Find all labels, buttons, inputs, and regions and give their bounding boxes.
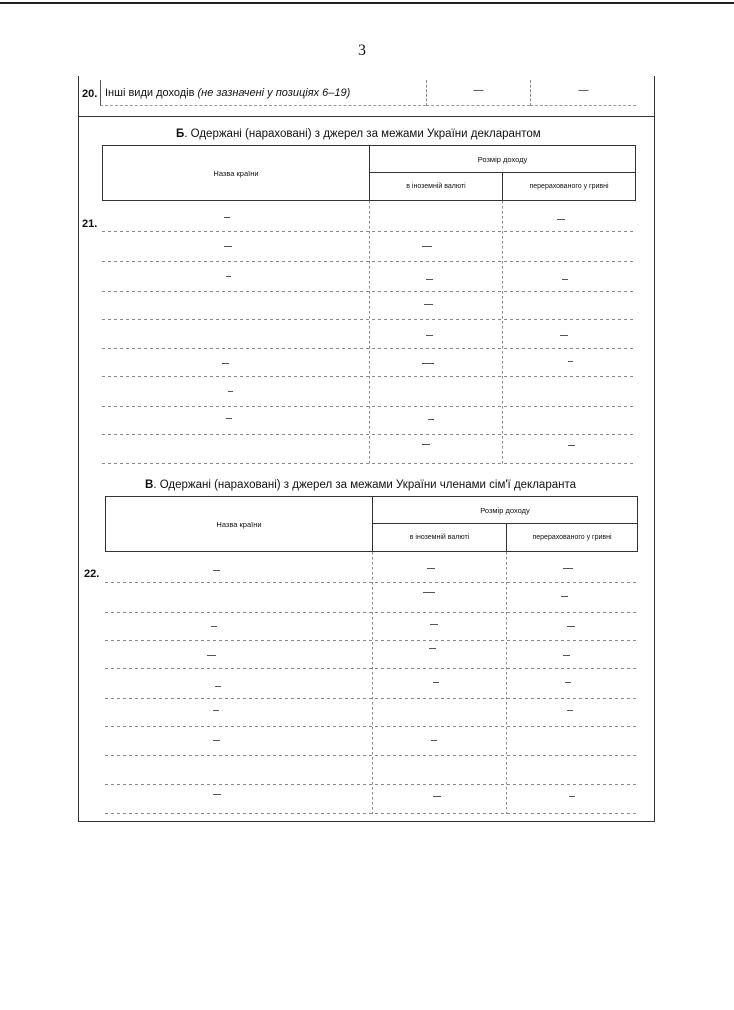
section-v-title-text: . Одержані (нараховані) з джерел за межами України членами сім'ї декларанта [153,479,576,491]
section-v-title [145,479,576,491]
dash-mark [213,740,220,741]
table-row[interactable] [105,640,638,641]
dash-mark [563,655,570,656]
table-row[interactable] [102,434,636,435]
dash-mark [226,418,232,419]
row-20-foreign-cell[interactable] [426,80,530,106]
dash-mark [568,361,573,362]
dash-mark [228,391,233,392]
dash-mark [562,279,568,280]
section-b-table-header [102,145,636,201]
table-row[interactable] [102,406,636,407]
row-20-label-note: (не зазначені у позиціях 6–19) [197,87,351,99]
dash-mark [563,568,573,569]
section-b-title [176,128,541,140]
dash-mark [426,279,433,280]
section-v-letter: В [145,479,154,491]
dash-mark [422,246,432,247]
dash-mark [426,335,433,336]
table-row[interactable] [102,376,636,377]
dash-mark [430,624,438,625]
dash-mark [569,796,575,797]
page-number: 3 [358,42,366,59]
dash-mark [557,219,565,220]
section-v-col-divider [372,552,373,814]
dash-mark [213,710,219,711]
dash-mark [424,304,433,305]
dash-mark [215,686,221,687]
section-b-col-divider [369,201,370,464]
dash-mark [422,444,430,445]
table-row[interactable] [102,231,636,232]
dash-mark [213,570,220,571]
section-v-col-foreign: в іноземній валюті [373,524,507,551]
dash-mark [213,794,221,795]
table-row[interactable] [102,319,636,320]
table-row[interactable] [105,755,638,756]
dash-mark [428,419,434,420]
row-20-label-text: Інші види доходів [105,87,195,99]
dash-mark [226,276,231,277]
section-v-col-size: Розмір доходу [373,497,637,524]
section-b-title-text: . Одержані (нараховані) з джерел за межами України декларантом [184,128,541,140]
dash-mark [565,682,571,683]
table-row[interactable] [102,261,636,262]
table-row[interactable] [105,582,638,583]
dash-mark [207,655,216,656]
table-row[interactable] [105,668,638,669]
table-row[interactable] [105,726,638,727]
section-v-col-uah: перерахованого у гривні [532,534,612,541]
section-b-letter: Б [176,128,185,140]
dash-mark [567,626,575,627]
section-b-col-divider [502,201,503,464]
table-row[interactable] [105,813,638,814]
dash-mark [561,596,568,597]
dash-mark [433,796,441,797]
dash-mark [567,710,573,711]
section-b-col-country: Назва країни [103,146,370,200]
section-b-entries[interactable] [102,201,636,464]
dash-mark [427,568,435,569]
table-row[interactable] [102,463,636,464]
dash-mark [211,626,217,627]
row-20-number: 20. [82,88,98,100]
table-row[interactable] [105,784,638,785]
row-20-label [100,80,426,106]
dash-mark [431,740,437,741]
table-row[interactable] [105,612,638,613]
table-row[interactable] [102,348,636,349]
dash-mark [222,363,229,364]
dash-mark [560,335,568,336]
dash-mark [429,648,436,649]
section-b-col-uah: перерахованого у гривні [529,183,609,190]
table-row[interactable] [102,291,636,292]
section-b-col-foreign: в іноземній валюті [370,173,503,200]
dash-mark [224,217,230,218]
section-b-col-size: Розмір доходу [370,146,635,173]
dash-mark [433,682,439,683]
section-v-table-header [105,496,638,552]
row-20-foreign-value: — [473,85,484,96]
dash-mark [224,246,232,247]
section-separator [78,116,654,117]
section-v-col-country: Назва країни [106,497,373,551]
row-21-number: 21. [82,218,98,230]
section-v-col-divider [506,552,507,814]
page-top-border [0,2,734,4]
dash-mark [568,445,575,446]
row-20-uah-value: — [578,85,589,96]
row-20-uah-cell[interactable] [530,80,636,106]
row-22-number: 22. [84,568,100,580]
dash-mark [422,363,434,364]
section-v-entries[interactable] [105,552,638,814]
table-row[interactable] [105,698,638,699]
dash-mark [423,592,435,593]
